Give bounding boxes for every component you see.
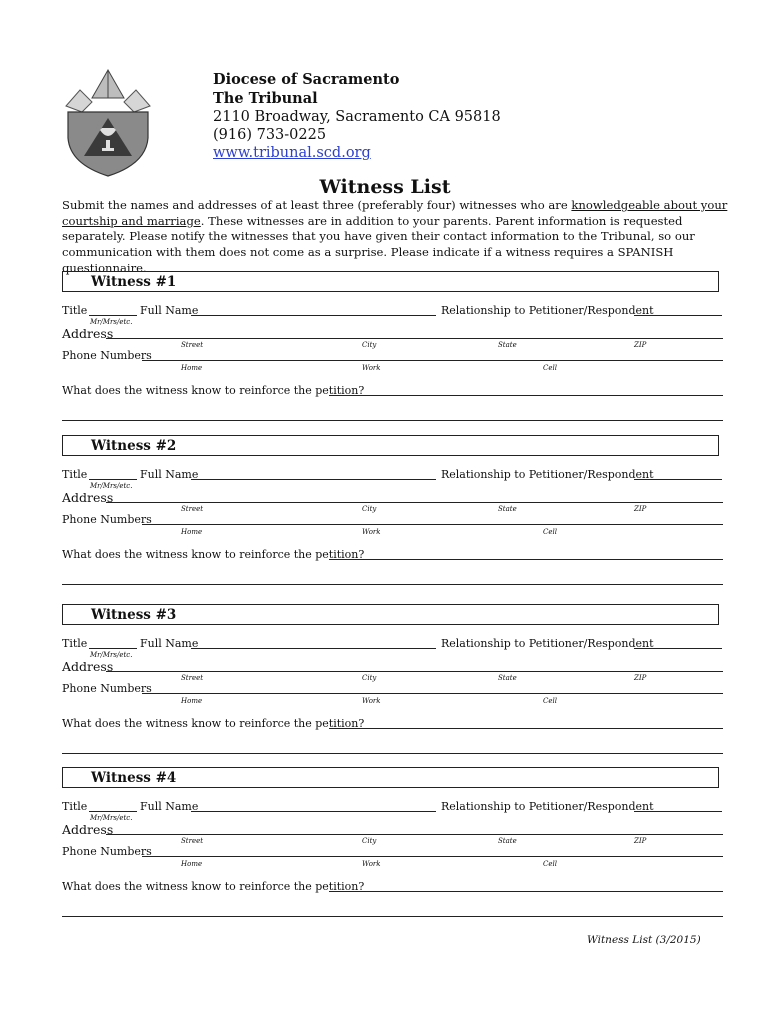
cell-hint: Cell [543, 364, 557, 372]
work-hint: Work [362, 528, 381, 536]
cell-hint: Cell [543, 860, 557, 868]
title-hint: Mr/Mrs/etc. [90, 482, 133, 490]
witness-header-box [62, 767, 719, 788]
full-name-field[interactable] [191, 479, 436, 480]
work-hint: Work [362, 697, 381, 705]
title-hint: Mr/Mrs/etc. [90, 651, 133, 659]
zip-hint: ZIP [634, 341, 647, 349]
title-field[interactable] [89, 315, 137, 316]
address-field[interactable] [106, 671, 723, 672]
home-hint: Home [181, 697, 203, 705]
witness-header-box [62, 435, 719, 456]
home-hint: Home [181, 364, 203, 372]
title-label: Title [62, 468, 88, 481]
work-hint: Work [362, 860, 381, 868]
answer-field-2[interactable] [62, 916, 723, 917]
question-label: What does the witness know to reinforce the petition? [62, 548, 365, 561]
relationship-label: Relationship to Petitioner/Respondent [441, 800, 654, 813]
full-name-field[interactable] [191, 315, 436, 316]
relationship-label: Relationship to Petitioner/Respondent [441, 304, 654, 317]
city-hint: City [362, 674, 377, 682]
answer-field-1[interactable] [329, 559, 723, 560]
question-label: What does the witness know to reinforce the petition? [62, 384, 365, 397]
cell-hint: Cell [543, 697, 557, 705]
address-label: Address [62, 659, 114, 674]
full-name-label: Full Name [140, 468, 199, 481]
address-field[interactable] [106, 834, 723, 835]
answer-field-2[interactable] [62, 420, 723, 421]
full-name-label: Full Name [140, 637, 199, 650]
full-name-field[interactable] [191, 811, 436, 812]
answer-field-2[interactable] [62, 753, 723, 754]
address-label: Address [62, 490, 114, 505]
zip-hint: ZIP [634, 505, 647, 513]
phone-numbers-field[interactable] [142, 693, 723, 694]
street-hint: Street [181, 674, 204, 682]
state-hint: State [498, 674, 517, 682]
phone-numbers-field[interactable] [142, 360, 723, 361]
full-name-field[interactable] [191, 648, 436, 649]
title-label: Title [62, 800, 88, 813]
relationship-label: Relationship to Petitioner/Respondent [441, 637, 654, 650]
witness-heading: Witness #4 [91, 770, 177, 786]
relationship-field[interactable] [634, 811, 722, 812]
address-field[interactable] [106, 338, 723, 339]
street-hint: Street [181, 837, 204, 845]
city-hint: City [362, 505, 377, 513]
phone-numbers-label: Phone Numbers [62, 845, 152, 858]
dept-name: The Tribunal [213, 90, 318, 107]
intro-underline: knowledgeable about your courtship and marriage [62, 198, 728, 228]
question-label: What does the witness know to reinforce the petition? [62, 717, 365, 730]
answer-field-2[interactable] [62, 584, 723, 585]
title-hint: Mr/Mrs/etc. [90, 318, 133, 326]
street-hint: Street [181, 505, 204, 513]
witness-heading: Witness #2 [91, 438, 177, 454]
state-hint: State [498, 341, 517, 349]
title-label: Title [62, 637, 88, 650]
work-hint: Work [362, 364, 381, 372]
title-field[interactable] [89, 811, 137, 812]
page-title: Witness List [319, 176, 451, 198]
title-field[interactable] [89, 648, 137, 649]
phone-numbers-label: Phone Numbers [62, 513, 152, 526]
full-name-label: Full Name [140, 800, 199, 813]
home-hint: Home [181, 528, 203, 536]
phone-numbers-field[interactable] [142, 856, 723, 857]
address-field[interactable] [106, 502, 723, 503]
state-hint: State [498, 837, 517, 845]
phone-numbers-field[interactable] [142, 524, 723, 525]
question-label: What does the witness know to reinforce the petition? [62, 880, 365, 893]
zip-hint: ZIP [634, 674, 647, 682]
title-hint: Mr/Mrs/etc. [90, 814, 133, 822]
street-hint: Street [181, 341, 204, 349]
cell-hint: Cell [543, 528, 557, 536]
relationship-field[interactable] [634, 479, 722, 480]
org-address: 2110 Broadway, Sacramento CA 95818 [213, 109, 501, 125]
witness-header-box [62, 271, 719, 292]
witness-header-box [62, 604, 719, 625]
relationship-field[interactable] [634, 315, 722, 316]
diocese-crest-icon [62, 68, 154, 178]
witness-heading: Witness #3 [91, 607, 177, 623]
answer-field-1[interactable] [329, 891, 723, 892]
city-hint: City [362, 837, 377, 845]
address-label: Address [62, 822, 114, 837]
org-name: Diocese of Sacramento [213, 71, 400, 88]
intro-paragraph [62, 198, 732, 277]
address-label: Address [62, 326, 114, 341]
answer-field-1[interactable] [329, 395, 723, 396]
relationship-field[interactable] [634, 648, 722, 649]
org-website-link[interactable]: www.tribunal.scd.org [213, 145, 371, 161]
phone-numbers-label: Phone Numbers [62, 682, 152, 695]
intro-text-1: Submit the names and addresses of at least three (preferably four) witnesses who are [62, 198, 572, 212]
relationship-label: Relationship to Petitioner/Respondent [441, 468, 654, 481]
answer-field-1[interactable] [329, 728, 723, 729]
home-hint: Home [181, 860, 203, 868]
org-phone: (916) 733-0225 [213, 127, 327, 143]
full-name-label: Full Name [140, 304, 199, 317]
title-field[interactable] [89, 479, 137, 480]
phone-numbers-label: Phone Numbers [62, 349, 152, 362]
intro-text-2: . These witnesses are in addition to your parents. Parent information is requested separately. Please notify the witnesses that you have given their contact information to the Tribunal, so our communication with them does not come as a surprise. Please indicate if a witness requires a SPANISH questionnaire. [62, 213, 695, 275]
zip-hint: ZIP [634, 837, 647, 845]
title-label: Title [62, 304, 88, 317]
state-hint: State [498, 505, 517, 513]
city-hint: City [362, 341, 377, 349]
form-footer: Witness List (3/2015) [587, 934, 701, 946]
witness-heading: Witness #1 [91, 274, 177, 290]
